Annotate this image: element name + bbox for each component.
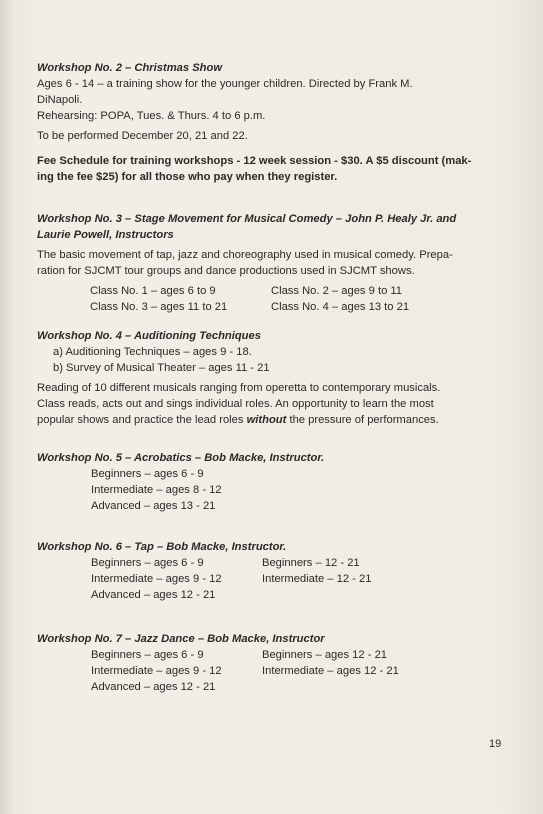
workshop-2-line: Ages 6 - 14 – a training show for the younger children. Directed by Frank M. (37, 78, 413, 90)
workshop-4-emphasis: without (246, 414, 287, 426)
class-item: Class No. 4 – ages 13 to 21 (271, 301, 410, 313)
level-row (91, 555, 505, 571)
level-item: Intermediate – ages 8 - 12 (91, 484, 222, 496)
workshop-2-performance: To be performed December 20, 21 and 22. (37, 130, 248, 142)
level-item: Beginners – ages 6 - 9 (91, 649, 204, 661)
workshop-4-desc (37, 412, 505, 428)
workshop-7-section (37, 631, 505, 695)
level-item: Intermediate – ages 12 - 21 (262, 665, 399, 677)
workshop-4-item: a) Auditioning Techniques – ages 9 - 18. (53, 346, 252, 358)
level-item: Intermediate – 12 - 21 (262, 573, 372, 585)
page-number: 19 (489, 738, 502, 750)
level-row (91, 571, 505, 587)
workshop-7-title: Workshop No. 7 – Jazz Dance – Bob Macke, Instructor (37, 633, 325, 645)
workshop-3-desc: ration for SJCMT tour groups and dance productions used in SJCMT shows. (37, 265, 415, 277)
workshop-7-levels (37, 647, 505, 695)
level-item: Advanced – ages 12 - 21 (91, 589, 216, 601)
fee-schedule-line: ing the fee $25) for all those who pay when they register. (37, 171, 338, 183)
level-row (91, 587, 505, 603)
workshop-2-rehearsing: Rehearsing: POPA, Tues. & Thurs. 4 to 6 p.m. (37, 110, 266, 122)
workshop-4-title: Workshop No. 4 – Auditioning Techniques (37, 330, 261, 342)
workshop-6-section (37, 539, 505, 603)
level-item: Advanced – ages 12 - 21 (91, 681, 216, 693)
workshop-3-desc: The basic movement of tap, jazz and choreography used in musical comedy. Prepa- (37, 249, 453, 261)
class-item: Class No. 2 – ages 9 to 11 (271, 285, 403, 297)
level-item: Intermediate – ages 9 - 12 (91, 573, 222, 585)
workshop-3-classes (37, 283, 505, 315)
workshop-4-desc-part: the pressure of performances. (286, 414, 439, 426)
workshop-6-levels (37, 555, 505, 603)
fee-schedule (37, 153, 505, 185)
class-item: Class No. 1 – ages 6 to 9 (90, 285, 216, 297)
workshop-4-desc: Class reads, acts out and sings individual roles. An opportunity to learn the most (37, 398, 434, 410)
level-item: Beginners – ages 12 - 21 (262, 649, 388, 661)
workshop-2-section (37, 60, 505, 144)
workshop-3-title: Workshop No. 3 – Stage Movement for Musical Comedy – John P. Healy Jr. and (37, 213, 457, 225)
workshop-4-section (37, 328, 505, 428)
level-row (91, 663, 505, 679)
class-row (90, 283, 505, 299)
workshop-3-title: Laurie Powell, Instructors (37, 229, 174, 241)
workshop-4-desc: Reading of 10 different musicals ranging from operetta to contemporary musicals. (37, 382, 441, 394)
workshop-5-levels (37, 466, 505, 514)
workshop-2-line: DiNapoli. (37, 94, 83, 106)
workshop-3-section (37, 211, 505, 315)
workshop-2-title: Workshop No. 2 – Christmas Show (37, 62, 223, 74)
level-row (91, 647, 505, 663)
workshop-4-desc-part: popular shows and practice the lead roles (37, 414, 247, 426)
level-item: Intermediate – ages 9 - 12 (91, 665, 222, 677)
fee-schedule-line: Fee Schedule for training workshops - 12 week session - $30. A $5 discount (mak- (37, 155, 472, 167)
level-item: Advanced – ages 13 - 21 (91, 500, 216, 512)
workshop-6-title: Workshop No. 6 – Tap – Bob Macke, Instructor. (37, 541, 287, 553)
class-row (90, 299, 505, 315)
level-row (91, 679, 505, 695)
workshop-5-title: Workshop No. 5 – Acrobatics – Bob Macke, Instructor. (37, 452, 325, 464)
workshop-4-item: b) Survey of Musical Theater – ages 11 - 21 (53, 362, 270, 374)
level-item: Beginners – ages 6 - 9 (91, 468, 204, 480)
workshop-5-section (37, 450, 505, 514)
level-item: Beginners – 12 - 21 (262, 557, 360, 569)
level-item: Beginners – ages 6 - 9 (91, 557, 204, 569)
class-item: Class No. 3 – ages 11 to 21 (90, 301, 228, 313)
